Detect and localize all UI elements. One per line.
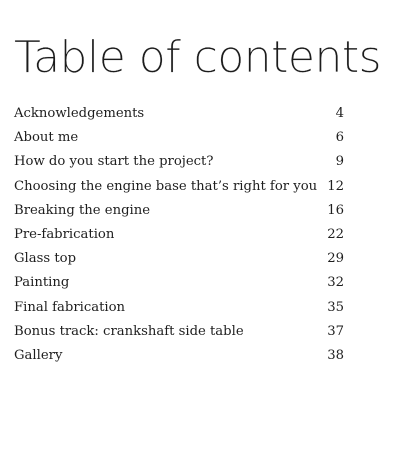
toc-entry-page: 9	[335, 154, 344, 170]
table-of-contents	[14, 106, 344, 372]
toc-entry-label: Painting	[14, 275, 70, 291]
toc-entry[interactable]	[14, 179, 344, 203]
toc-entry-page: 35	[327, 299, 344, 315]
toc-entry-page: 37	[327, 323, 344, 339]
page-title: Table of contents	[14, 32, 382, 83]
toc-entry-page: 38	[327, 347, 344, 363]
toc-entry-label: Final fabrication	[14, 299, 126, 315]
toc-entry[interactable]	[14, 300, 344, 324]
toc-entry-label: How do you start the project?	[14, 154, 214, 170]
toc-entry-label: Bonus track: crankshaft side table	[14, 323, 244, 339]
toc-entry-label: Gallery	[14, 347, 63, 363]
toc-entry-page: 4	[335, 106, 344, 121]
toc-entry-page: 6	[335, 130, 344, 146]
toc-entry-label: Breaking the engine	[14, 202, 151, 218]
toc-entry[interactable]	[14, 106, 344, 130]
toc-entry-page: 32	[327, 275, 344, 291]
toc-entry[interactable]	[14, 154, 344, 178]
toc-entry[interactable]	[14, 348, 344, 372]
toc-entry[interactable]	[14, 203, 344, 227]
toc-entry-page: 16	[327, 202, 344, 218]
toc-entry[interactable]	[14, 130, 344, 154]
toc-entry[interactable]	[14, 251, 344, 275]
toc-entry[interactable]	[14, 275, 344, 299]
toc-entry-label: About me	[14, 130, 79, 146]
toc-entry-label: Acknowledgements	[14, 106, 145, 121]
toc-entry-label: Pre-fabrication	[14, 226, 115, 242]
toc-entry[interactable]	[14, 227, 344, 251]
toc-entry-page: 22	[327, 226, 344, 242]
toc-entry[interactable]	[14, 324, 344, 348]
toc-entry-label: Glass top	[14, 251, 77, 267]
toc-entry-label: Choosing the engine base that’s right for you	[14, 178, 318, 194]
toc-entry-page: 12	[327, 178, 344, 194]
toc-entry-page: 29	[327, 251, 344, 267]
